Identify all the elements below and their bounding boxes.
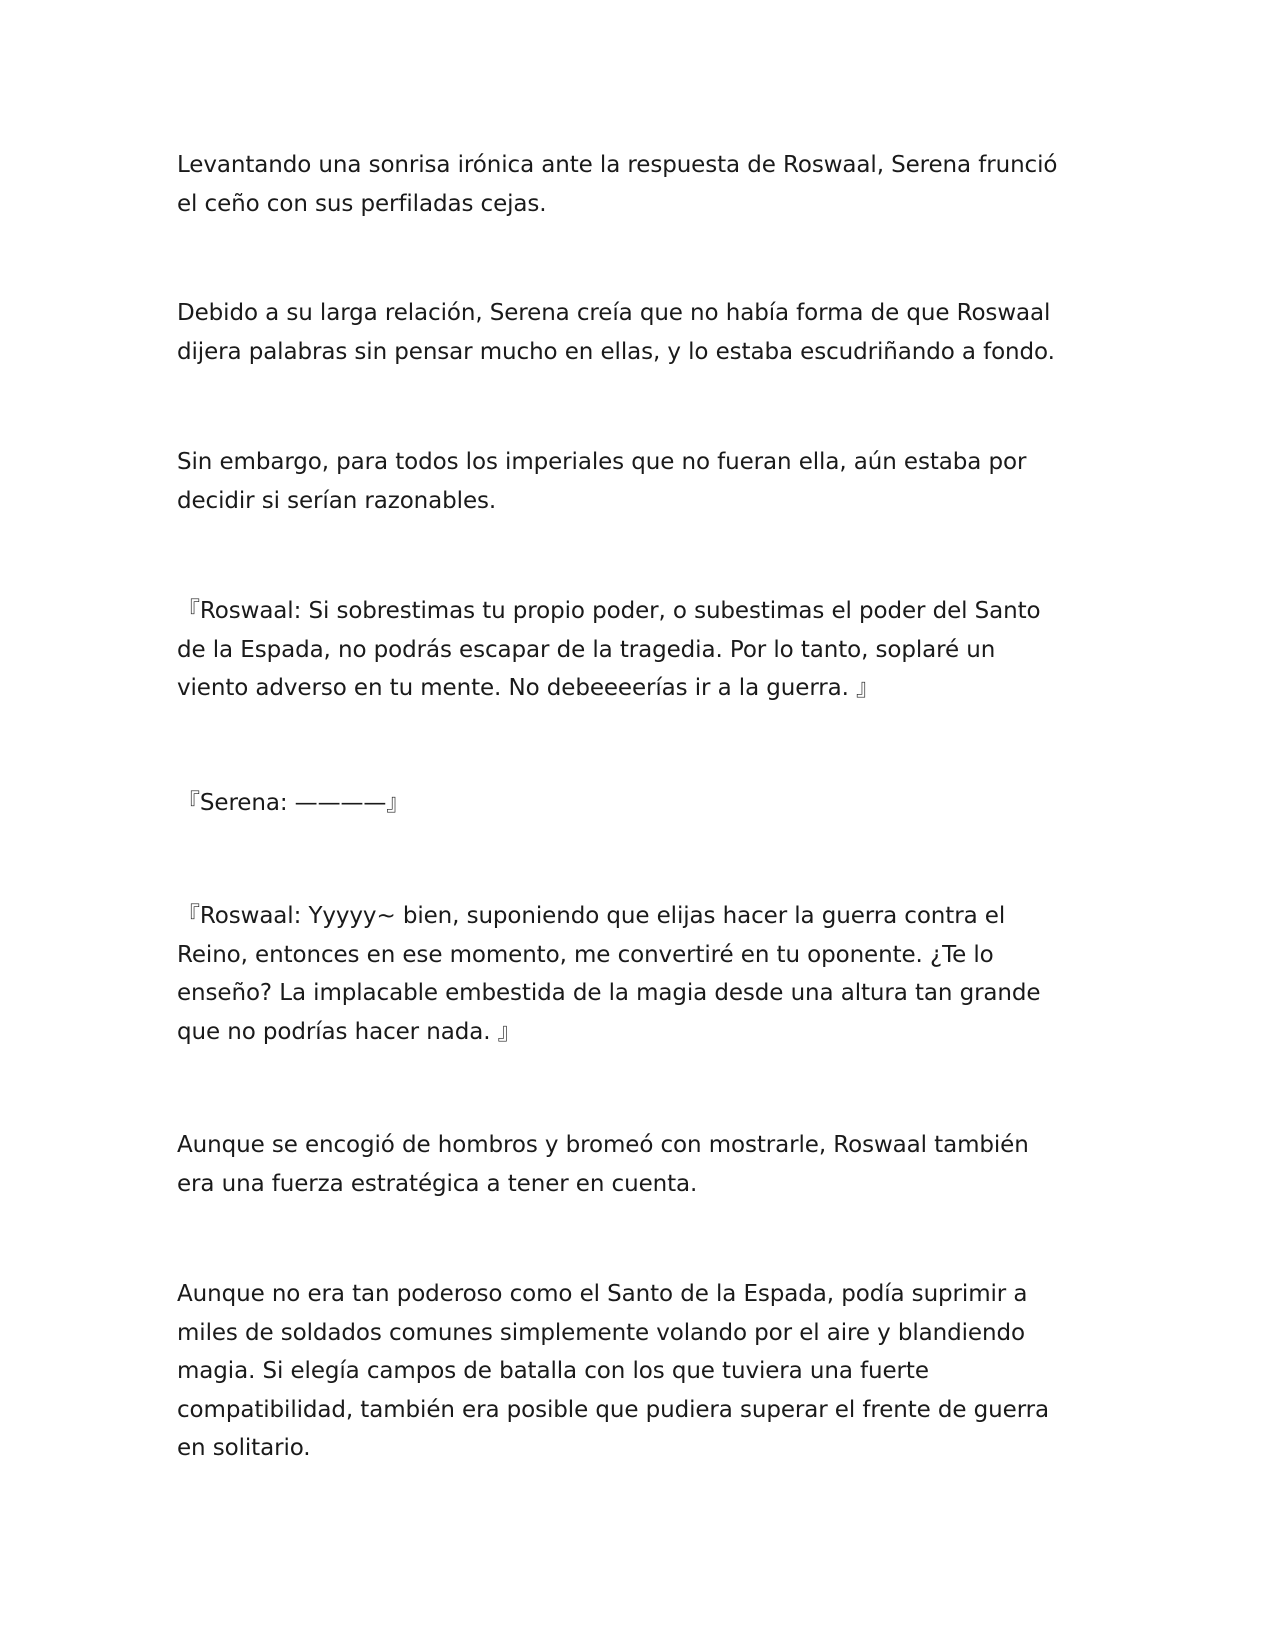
paragraph-narration-1: Levantando una sonrisa irónica ante la respuesta de Roswaal, Serena frunció el ceño con sus perfiladas cejas.	[177, 152, 1058, 217]
paragraph-dialogue-roswaal-1: 『Roswaal: Si sobrestimas tu propio poder, o subestimas el poder del Santo de la Espada, no podrás escapar de la tragedia. Por lo tanto, soplaré un viento adverso en tu mente. No debeeeerías ir a la guerra. 』	[177, 598, 1041, 701]
paragraph-narration-5: Aunque no era tan poderoso como el Santo de la Espada, podía suprimir a miles de soldados comunes simplemente volando por el aire y blandiendo magia. Si elegía campos de batalla con los que tuviera una fuerte compatibilidad, también era posible que pudiera superar el frente de guerra en solitario.	[177, 1281, 1050, 1461]
paragraph-dialogue-roswaal-2: 『Roswaal: Yyyyy~ bien, suponiendo que elijas hacer la guerra contra el Reino, entonces en ese momento, me convertiré en tu oponente. ¿Te lo enseño? La implacable embestida de la magia desde una altura tan grande que no podrías hacer nada. 』	[177, 903, 1041, 1045]
paragraph-narration-3: Sin embargo, para todos los imperiales que no fueran ella, aún estaba por decidir si serían razonables.	[177, 449, 1027, 514]
paragraph-narration-4: Aunque se encogió de hombros y bromeó con mostrarle, Roswaal también era una fuerza estratégica a tener en cuenta.	[177, 1132, 1029, 1197]
paragraph-narration-2: Debido a su larga relación, Serena creía que no había forma de que Roswaal dijera palabras sin pensar mucho en ellas, y lo estaba escudriñando a fondo.	[177, 300, 1055, 365]
paragraph-dialogue-serena: 『Serena: ————』	[177, 790, 410, 816]
